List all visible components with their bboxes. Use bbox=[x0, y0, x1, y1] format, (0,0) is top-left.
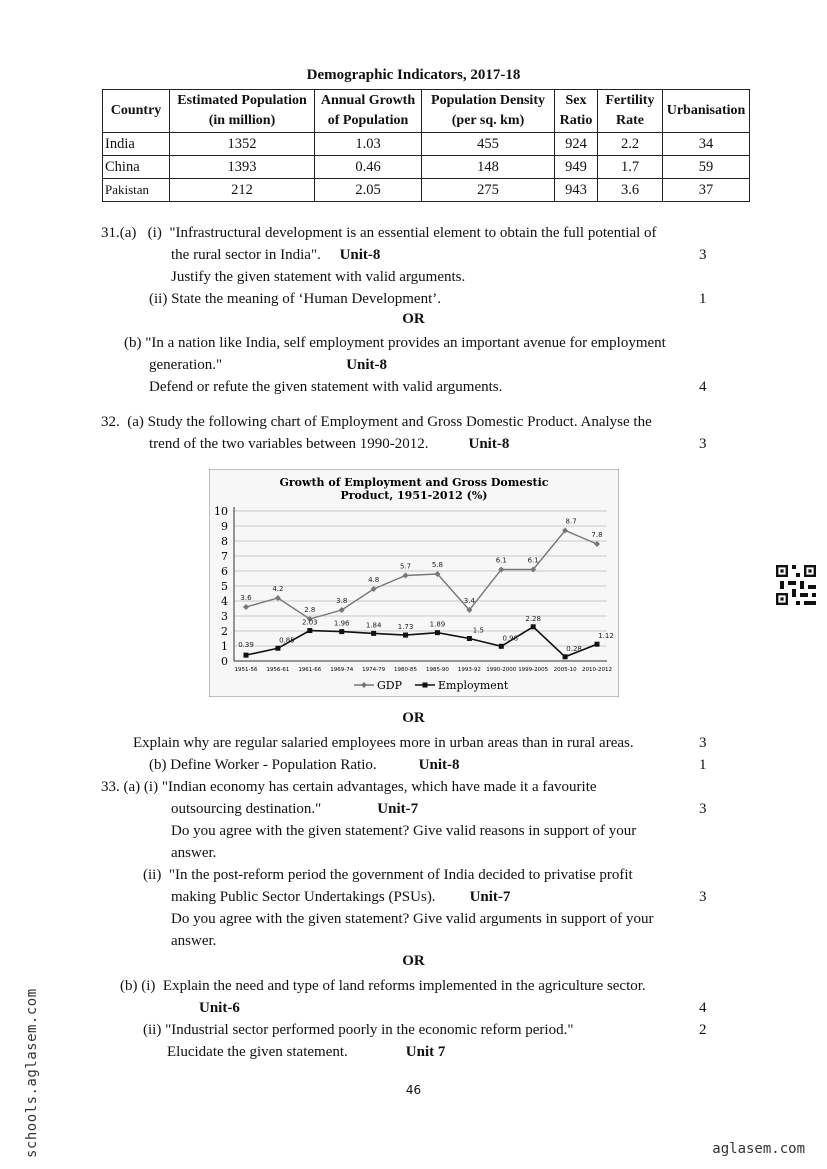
table-cell: 0.46 bbox=[315, 156, 422, 179]
data-label: 1.5 bbox=[472, 626, 484, 635]
unit-label: Unit-8 bbox=[468, 436, 510, 452]
chart-title-line2: Product, 1951-2012 (%) bbox=[340, 489, 488, 502]
watermark-side[interactable]: schools.aglasem.com bbox=[24, 988, 40, 1158]
q33-b-i-unit bbox=[199, 997, 240, 1019]
unit-label: Unit 7 bbox=[405, 1044, 446, 1060]
marks: 4 bbox=[699, 1000, 707, 1016]
table-cell: 34 bbox=[663, 133, 750, 156]
y-tick-label: 1 bbox=[221, 640, 228, 653]
header-country: Country bbox=[103, 90, 170, 133]
table-cell: 148 bbox=[422, 156, 555, 179]
unit-label: Unit-8 bbox=[339, 247, 381, 263]
q33-b-i: (b) (i) Explain the need and type of land reforms implemented in the agriculture sector. bbox=[120, 978, 646, 994]
y-tick-label: 8 bbox=[221, 535, 228, 548]
q33-a-ii-line4: answer. bbox=[171, 933, 217, 949]
data-label: 1.89 bbox=[429, 620, 446, 629]
marks: 4 bbox=[699, 379, 707, 395]
marks: 3 bbox=[699, 436, 707, 452]
table-cell: 275 bbox=[422, 179, 555, 202]
x-tick-label: 1951-56 bbox=[234, 667, 258, 673]
unit-label: Unit-7 bbox=[377, 801, 419, 817]
q31-b: (b) "In a nation like India, self employment provides an important avenue for employment bbox=[124, 335, 666, 351]
table-cell: 2.05 bbox=[315, 179, 422, 202]
chart-svg bbox=[209, 469, 619, 697]
q32-a-line2: trend of the two variables between 1990-2012. Unit-8 bbox=[149, 436, 510, 452]
y-tick-label: 2 bbox=[221, 625, 228, 638]
marks: 1 bbox=[699, 757, 707, 773]
header-density: Population Density (per sq. km) bbox=[422, 90, 555, 133]
x-tick-label: 1985-90 bbox=[425, 667, 449, 673]
x-tick-label: 1993-92 bbox=[457, 667, 481, 673]
employment-point bbox=[403, 633, 408, 638]
q33-a-ii-line3: Do you agree with the given statement? Give valid arguments in support of your bbox=[171, 911, 654, 927]
data-label: 0.98 bbox=[502, 634, 519, 643]
data-label: 5.8 bbox=[431, 561, 444, 569]
y-tick-label: 3 bbox=[221, 610, 228, 623]
or-label: OR bbox=[402, 710, 425, 726]
marks: 3 bbox=[699, 247, 707, 263]
employment-gdp-chart bbox=[209, 469, 619, 697]
table-cell: India bbox=[103, 133, 170, 156]
y-tick-label: 7 bbox=[221, 550, 228, 563]
data-label: 0.85 bbox=[279, 636, 295, 645]
x-tick-label: 2005-10 bbox=[553, 667, 577, 673]
data-label: 6.1 bbox=[527, 556, 539, 565]
table-title: Demographic Indicators, 2017-18 bbox=[306, 67, 521, 83]
employment-point bbox=[339, 629, 344, 634]
table-cell: 2.2 bbox=[598, 133, 663, 156]
data-label: 4.8 bbox=[368, 576, 380, 584]
header-urbanisation: Urbanisation bbox=[663, 90, 750, 133]
q32-alt: Explain why are regular salaried employees more in urban areas than in rural areas. bbox=[133, 735, 634, 751]
x-tick-label: 1969-74 bbox=[330, 667, 354, 673]
table-cell: 1.7 bbox=[598, 156, 663, 179]
q33-a-ii: (ii) "In the post-reform period the government of India decided to privatise profit bbox=[143, 867, 633, 883]
data-label: 0.28 bbox=[566, 644, 582, 653]
table-header-row bbox=[103, 90, 750, 133]
y-tick-label: 9 bbox=[221, 520, 228, 533]
y-tick-label: 6 bbox=[221, 565, 228, 578]
data-label: 5.7 bbox=[399, 562, 412, 571]
data-label: 7.8 bbox=[591, 531, 603, 539]
legend-gdp-label: GDP bbox=[377, 679, 403, 692]
table-row bbox=[103, 179, 750, 202]
q31-b-line3: Defend or refute the given statement with valid arguments. bbox=[149, 379, 503, 395]
employment-point bbox=[307, 628, 312, 633]
x-tick-label: 1956-61 bbox=[266, 667, 290, 673]
qr-code-icon[interactable] bbox=[776, 565, 816, 605]
table-cell: 1393 bbox=[170, 156, 315, 179]
data-label: 3.4 bbox=[463, 597, 475, 605]
x-tick-label: 1999-2005 bbox=[518, 667, 549, 673]
data-label: 2.03 bbox=[302, 618, 318, 627]
unit-label: Unit-7 bbox=[469, 889, 511, 905]
marks: 3 bbox=[699, 801, 707, 817]
q31-a-ii: (ii) State the meaning of ‘Human Development’. bbox=[149, 291, 441, 307]
q31-a-i: 31.(a) (i) "Infrastructural development is an essential element to obtain the full potential of bbox=[101, 225, 657, 241]
data-label: 1.84 bbox=[365, 621, 382, 630]
watermark-bottom[interactable]: aglasem.com bbox=[712, 1141, 805, 1157]
marks: 3 bbox=[699, 735, 707, 751]
q33-a-ii-line2: making Public Sector Undertakings (PSUs). Unit-7 bbox=[171, 889, 511, 905]
y-tick-label: 10 bbox=[214, 505, 228, 518]
header-sex-ratio: Sex Ratio bbox=[555, 90, 598, 133]
data-label: 0.39 bbox=[238, 641, 254, 650]
data-label: 2.28 bbox=[525, 614, 541, 623]
unit-label: Unit-8 bbox=[418, 757, 460, 773]
x-tick-label: 1980-85 bbox=[394, 667, 418, 673]
or-label: OR bbox=[402, 953, 425, 969]
legend-employment-marker bbox=[423, 683, 428, 688]
data-label: 1.96 bbox=[333, 619, 350, 628]
table-cell: 59 bbox=[663, 156, 750, 179]
y-tick-label: 0 bbox=[221, 655, 228, 668]
employment-point bbox=[371, 631, 376, 636]
x-tick-label: 2010-2012 bbox=[582, 667, 612, 673]
table-cell: 455 bbox=[422, 133, 555, 156]
y-tick-label: 4 bbox=[221, 595, 228, 608]
employment-point bbox=[244, 653, 249, 658]
table-row bbox=[103, 156, 750, 179]
x-tick-label: 1990-2000 bbox=[486, 667, 517, 673]
q32-a: 32. (a) Study the following chart of Employment and Gross Domestic Product. Analyse the bbox=[101, 414, 652, 430]
x-tick-label: 1974-79 bbox=[362, 667, 386, 673]
unit-label: Unit-8 bbox=[346, 357, 388, 373]
header-population: Estimated Population (in million) bbox=[170, 90, 315, 133]
employment-point bbox=[435, 630, 440, 635]
employment-point bbox=[595, 642, 600, 647]
employment-point bbox=[563, 654, 568, 659]
table-cell: 924 bbox=[555, 133, 598, 156]
q33-a-i-line3: Do you agree with the given statement? Give valid reasons in support of your bbox=[171, 823, 637, 839]
employment-point bbox=[499, 644, 504, 649]
table-cell: 943 bbox=[555, 179, 598, 202]
y-tick-label: 5 bbox=[221, 580, 228, 593]
data-label: 3.8 bbox=[336, 597, 348, 605]
demographic-table bbox=[102, 89, 750, 202]
employment-point bbox=[467, 636, 472, 641]
employment-point bbox=[531, 624, 536, 629]
table-cell: 3.6 bbox=[598, 179, 663, 202]
header-fertility: Fertility Rate bbox=[598, 90, 663, 133]
table-cell: 37 bbox=[663, 179, 750, 202]
data-label: 1.12 bbox=[598, 632, 614, 641]
marks: 2 bbox=[699, 1022, 707, 1038]
table-cell: 1352 bbox=[170, 133, 315, 156]
table-cell: China bbox=[103, 156, 170, 179]
or-label: OR bbox=[402, 311, 425, 327]
data-label: 1.73 bbox=[397, 623, 414, 632]
marks: 1 bbox=[699, 291, 707, 307]
legend-employment-label: Employment bbox=[438, 679, 509, 692]
q33-b-ii: (ii) "Industrial sector performed poorly in the economic reform period." bbox=[143, 1022, 574, 1038]
q33-a-i: 33. (a) (i) "Indian economy has certain advantages, which have made it a favourite bbox=[101, 779, 597, 795]
table-cell: 1.03 bbox=[315, 133, 422, 156]
data-label: 8.7 bbox=[565, 517, 577, 526]
q33-b-ii-line2: Elucidate the given statement. Unit 7 bbox=[167, 1044, 446, 1060]
q33-a-i-line4: answer. bbox=[171, 845, 217, 861]
data-label: 6.1 bbox=[495, 556, 507, 565]
q33-a-i-line2: outsourcing destination." Unit-7 bbox=[171, 801, 419, 817]
q31-b-line2: generation." Unit-8 bbox=[149, 357, 388, 373]
unit-label: Unit-6 bbox=[199, 1000, 240, 1016]
q32-b: (b) Define Worker - Population Ratio. Unit-8 bbox=[149, 757, 460, 773]
header-growth: Annual Growth of Population bbox=[315, 90, 422, 133]
table-row bbox=[103, 133, 750, 156]
table-cell: Pakistan bbox=[103, 179, 170, 202]
q31-a-i-line3: Justify the given statement with valid arguments. bbox=[171, 269, 466, 285]
chart-title-line1: Growth of Employment and Gross Domestic bbox=[279, 476, 549, 489]
data-label: 2.8 bbox=[304, 606, 316, 614]
table-cell: 212 bbox=[170, 179, 315, 202]
data-label: 4.2 bbox=[272, 585, 284, 593]
table-cell: 949 bbox=[555, 156, 598, 179]
page-number: 46 bbox=[405, 1083, 422, 1097]
marks: 3 bbox=[699, 889, 707, 905]
employment-point bbox=[275, 646, 280, 651]
x-tick-label: 1961-66 bbox=[298, 667, 322, 673]
chart-frame bbox=[209, 469, 619, 697]
q31-a-i-line2: the rural sector in India". Unit-8 bbox=[171, 247, 381, 263]
data-label: 3.6 bbox=[240, 594, 252, 602]
